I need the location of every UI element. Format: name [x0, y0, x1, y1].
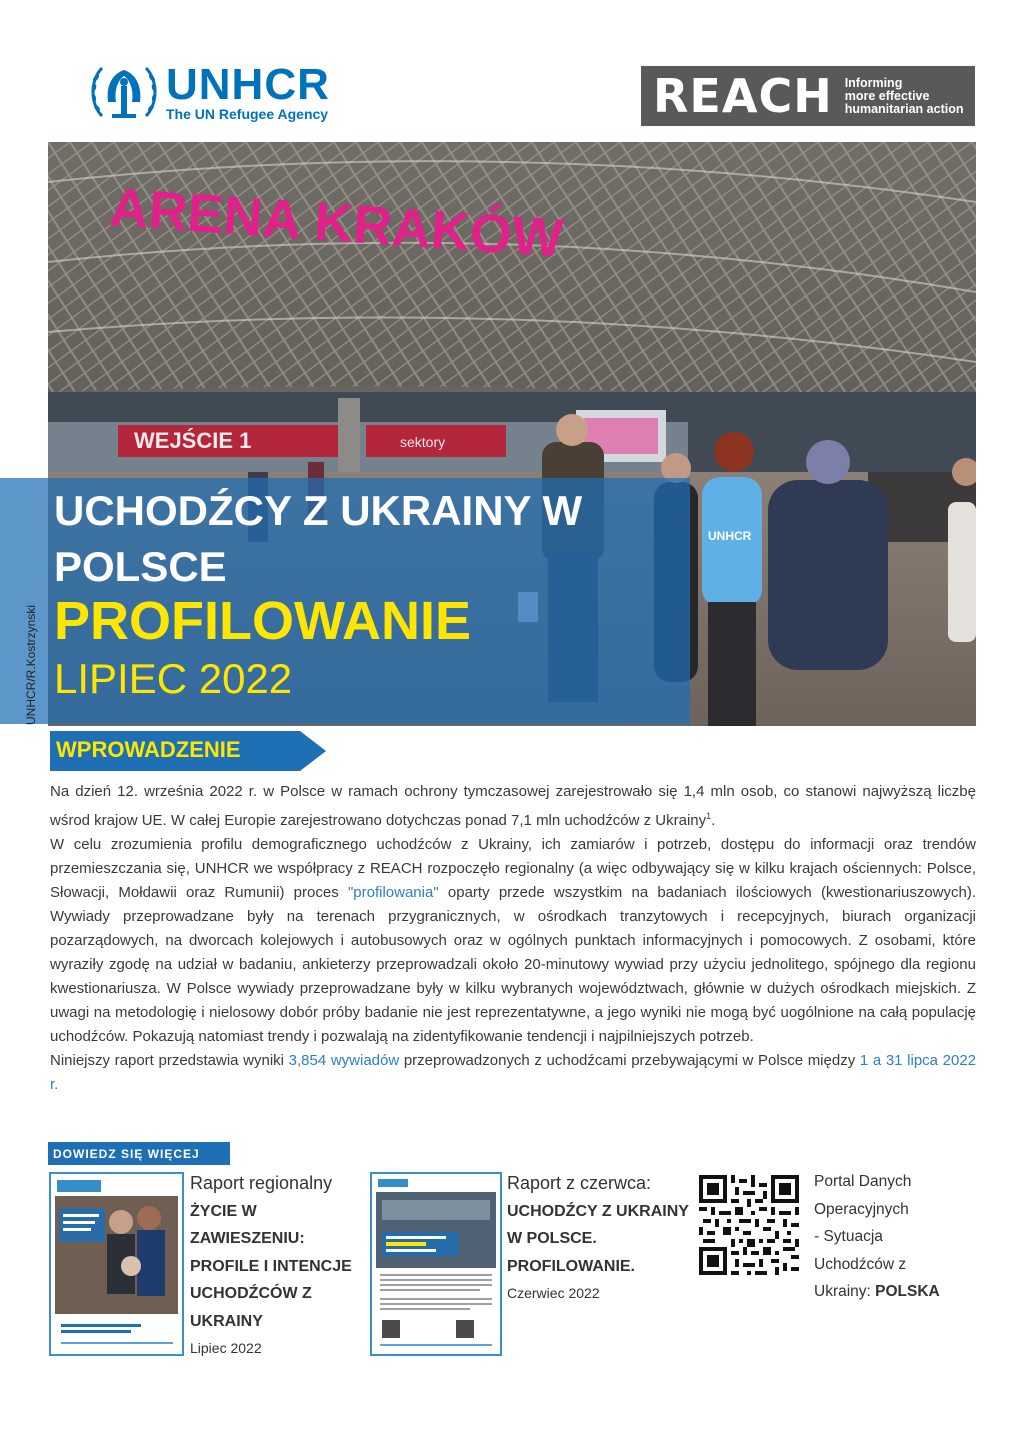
portal-text: Operacyjnych	[814, 1200, 909, 1218]
date-range: 1 a 31 lipca 2022 r.	[50, 1052, 977, 1093]
card-report-name: ŻYCIE W	[190, 1202, 257, 1220]
intro-paragraph	[50, 1049, 976, 1097]
footnote-ref[interactable]: 1	[706, 811, 712, 821]
entrance-sign: WEJŚCIE 1	[134, 428, 252, 453]
title-date: LIPIEC 2022	[54, 655, 293, 702]
unhcr-name: UNHCR	[166, 60, 330, 109]
card-title: Raport z czerwca:	[507, 1173, 652, 1193]
title-line-2: POLSCE	[54, 543, 227, 590]
card-report-name: UCHODŹCY Z UKRAINY	[507, 1202, 689, 1220]
text-run: .	[711, 812, 716, 829]
card-report-name: UCHODŹCÓW Z	[190, 1285, 312, 1302]
portal-country: POLSKA	[875, 1283, 940, 1300]
reach-tagline-line: Informing	[844, 75, 903, 90]
regional-report-thumbnail[interactable]	[49, 1172, 184, 1356]
card-report-name: PROFILOWANIE.	[507, 1257, 635, 1275]
portal-text: Uchodźców z	[814, 1255, 907, 1273]
unhcr-emblem-icon	[88, 60, 160, 126]
vest-label: UNHCR	[708, 529, 752, 543]
text-run: oparty przede wszystkim na badaniach ilościowych (kwestionariuszowych). Wywiady przeprowadzane były na terenach przygranicznych, w ośrodkach tranzytowych i recepcyjnych, biurach organizacji pozarządowych, na dworcach kolejowych i autobusowych oraz w ogólnych punktach informacyjnych i pomocowych. Z osobami, które wyraziły zgodę na udział w badaniu, ankieterzy przeprowadzali około 20-minutowy wywiad przy użyciu jednolitego, spójnego dla regionu kwestionariusza. W Polsce wywiady przeprowadzane były w kilku wybranych województwach, głównie w dużych ośrodkach miejskich. Z uwagi na metodologię i nielosowy dobór próby badanie nie jest reprezentatywne, a jego wyniki nie mogą być uogólnione na całą populację uchodźców. Pokazują natomiast trendy i pozwalają na zidentyfikowanie tendencji i najpilniejszych potrzeb.	[50, 884, 977, 1045]
qr-code-icon[interactable]	[699, 1175, 799, 1275]
reach-tagline-line: humanitarian action	[844, 101, 964, 116]
reach-logo	[641, 66, 975, 126]
section-heading-text: WPROWADZENIE	[56, 737, 241, 762]
photo-credit: UNHCR/R.Kostrzynski	[24, 604, 38, 725]
june-report-card[interactable]	[507, 1170, 689, 1308]
regional-report-card[interactable]	[190, 1170, 352, 1363]
intro-paragraph	[50, 780, 976, 833]
data-portal-card[interactable]	[814, 1168, 940, 1306]
card-report-name: ZAWIESZENIU:	[190, 1230, 305, 1247]
title-profilowanie: PROFILOWANIE	[54, 591, 471, 651]
portal-text	[814, 1278, 940, 1306]
text-run: przeprowadzonych z uchodźcami przebywającymi w Polsce między	[399, 1052, 860, 1069]
intro-paragraph	[50, 833, 976, 1049]
card-title: Raport regionalny	[190, 1173, 333, 1193]
regional-report-cover	[51, 1174, 182, 1354]
learn-more-heading: DOWIEDZ SIĘ WIĘCEJ	[48, 1142, 230, 1165]
portal-text: - Sytuacja	[814, 1228, 883, 1245]
june-report-thumbnail[interactable]	[370, 1172, 502, 1356]
text-run: Niniejszy raport przedstawia wyniki	[50, 1052, 289, 1069]
card-report-name: W POLSCE.	[507, 1230, 597, 1247]
section-heading-intro	[50, 731, 326, 771]
sector-sign: sektory	[400, 434, 446, 450]
intro-body	[50, 780, 976, 1097]
reach-tagline	[845, 77, 964, 116]
reach-tagline-line: more effective	[844, 88, 930, 103]
portal-text: Portal Danych	[814, 1173, 912, 1190]
arena-sign: ARENA KRAKÓW	[107, 177, 565, 269]
card-report-name: PROFILE I INTENCJE	[190, 1257, 352, 1275]
unhcr-logo	[88, 60, 348, 126]
card-date: Czerwiec 2022	[507, 1285, 600, 1301]
card-report-name: UKRAINY	[190, 1312, 263, 1330]
reach-name: REACH	[653, 69, 833, 123]
text-run: W celu zrozumienia profilu demograficznego uchodźców z Ukrainy, ich zamiarów i potrzeb, dostępu do informacji oraz trendów przemieszczania się, UNHCR we współpracy z REACH rozpoczęło regionalny (a więc odbywający się w kilku krajach ościennych: Polsce, Słowacji, Mołdawii oraz Rumunii) proces	[50, 836, 976, 901]
portal-text-run: Ukrainy:	[814, 1283, 876, 1300]
text-run: Na dzień 12. września 2022 r. w Polsce w ramach ochrony tymczasowej zarejestrowało się 1,4 mln osob, co stanowi najwyższą liczbę wśrod krajow UE. W całej Europie zarejestrowano dotychczas ponad 7,1 mln uchodźców z Ukrainy	[50, 783, 976, 829]
profilowanie-link[interactable]: "profilowania"	[347, 884, 439, 901]
card-date: Lipiec 2022	[190, 1340, 262, 1356]
unhcr-tagline: The UN Refugee Agency	[166, 106, 329, 122]
interviews-count: 3,854 wywiadów	[288, 1052, 400, 1069]
title-line-1: UCHODŹCY Z UKRAINY W	[54, 487, 583, 534]
june-report-cover	[372, 1174, 500, 1354]
